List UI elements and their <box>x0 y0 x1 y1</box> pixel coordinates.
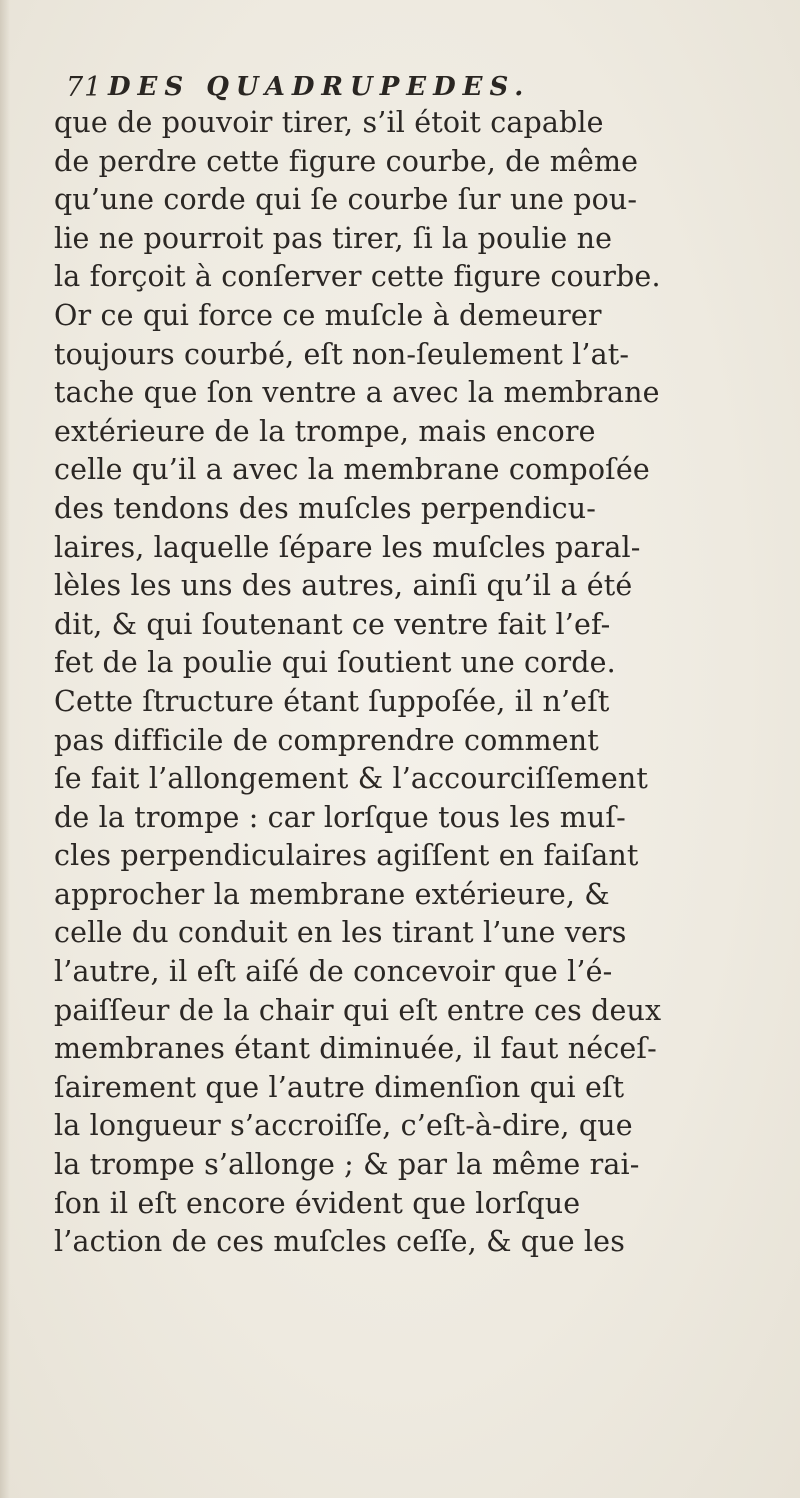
text-line: l’action de ces muſcles ceſſe, & que les <box>54 1225 625 1259</box>
text-line: ſe fait l’allongement & l’accourciſſement <box>54 762 648 796</box>
text-line: des tendons des muſcles perpendicu- <box>54 491 597 525</box>
text-line: tache que ſon ventre a avec la membrane <box>54 376 660 410</box>
text-line: qu’une corde qui ſe courbe ſur une pou- <box>54 183 638 217</box>
text-line: lie ne pourroit pas tirer, ſi la poulie ne <box>54 221 613 255</box>
text-line: cles perpendiculaires agiſſent en faiſant <box>54 839 639 873</box>
text-line: lèles les uns des autres, ainſi qu’il a été <box>54 569 633 603</box>
text-line: dit, & qui ſoutenant ce ventre fait l’ef- <box>54 607 611 641</box>
page-gutter-shadow <box>0 0 10 1498</box>
text-line: pas difficile de comprendre comment <box>54 723 599 757</box>
text-line: ſon il eſt encore évident que lorſque <box>54 1186 581 1220</box>
running-title: DES QUADRUPEDES. <box>108 72 531 102</box>
text-line: Cette ſtructure étant ſuppoſée, il n’eſt <box>54 684 610 718</box>
text-line: ſairement que l’autre dimenſion qui eſt <box>54 1070 625 1104</box>
text-line: celle qu’il a avec la membrane compoſée <box>54 453 650 487</box>
text-line: celle du conduit en les tirant l’une vers <box>54 916 627 950</box>
text-line: fet de la poulie qui ſoutient une corde. <box>54 646 616 680</box>
text-line: approcher la membrane extérieure, & <box>54 877 610 911</box>
text-line: de perdre cette figure courbe, de même <box>54 144 639 178</box>
text-line: laires, laquelle ſépare les muſcles paral- <box>54 530 641 564</box>
page-number: 71 <box>66 72 103 103</box>
body-text <box>54 104 794 1262</box>
text-line: toujours courbé, eſt non-ſeulement l’at- <box>54 337 630 371</box>
text-line: l’autre, il eſt aiſé de concevoir que l’é- <box>54 955 613 989</box>
text-line: la longueur s’accroiſſe, c’eſt-à-dire, que <box>54 1109 633 1143</box>
text-line: la forçoit à conſerver cette figure courbe. <box>54 260 661 294</box>
text-line: membranes étant diminuée, il faut néceſ- <box>54 1032 657 1066</box>
text-line: paiſſeur de la chair qui eſt entre ces deux <box>54 993 662 1027</box>
text-line: extérieure de la trompe, mais encore <box>54 414 596 448</box>
text-line: que de pouvoir tirer, s’il étoit capable <box>54 106 604 139</box>
text-line: de la trompe : car lorſque tous les muſ- <box>54 800 626 834</box>
text-line: la trompe s’allonge ; & par la même rai- <box>54 1148 640 1182</box>
text-line: Or ce qui force ce muſcle à demeurer <box>54 298 602 332</box>
